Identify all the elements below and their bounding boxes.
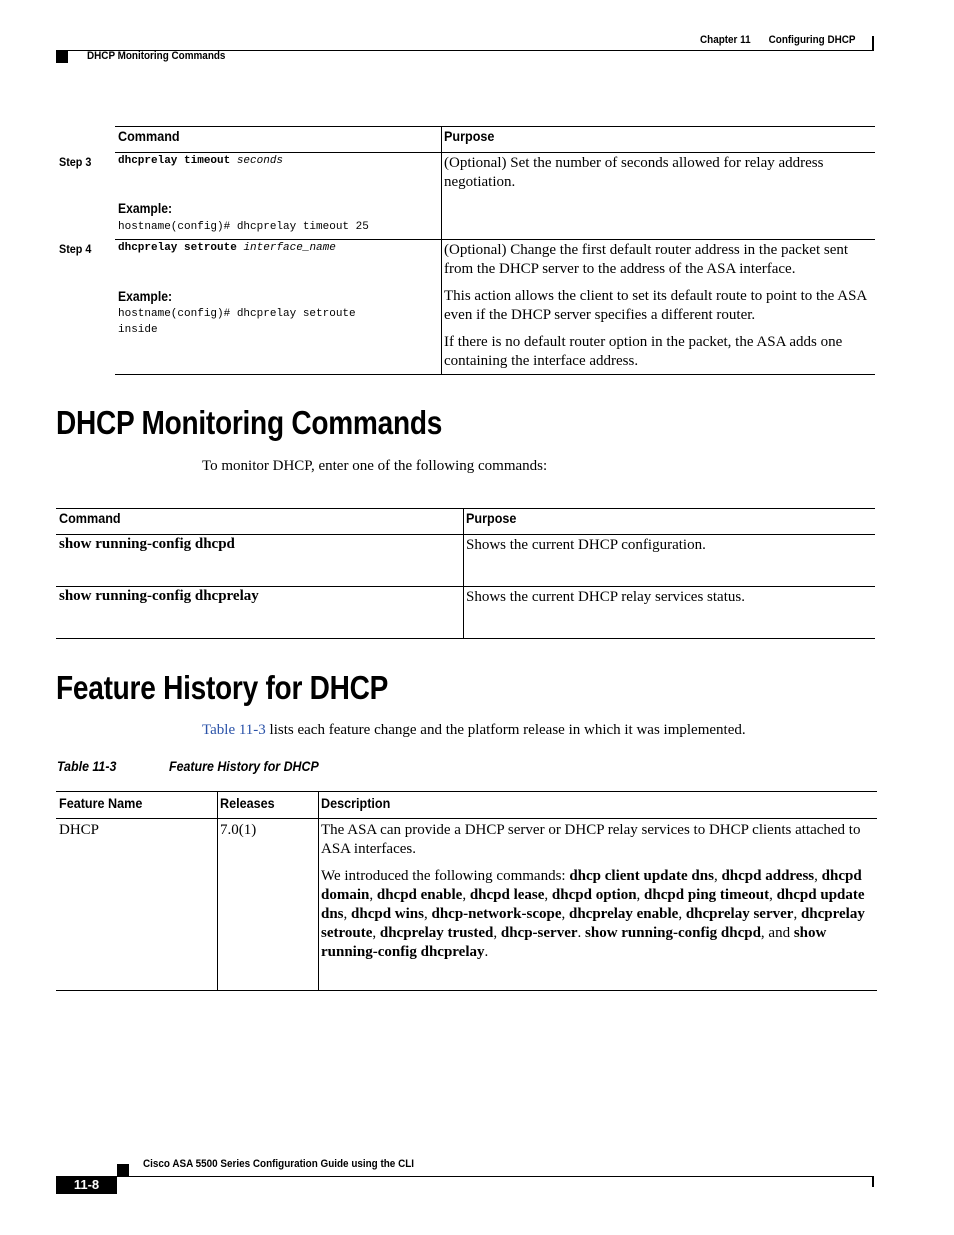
header-bottom-rule bbox=[115, 152, 875, 153]
command-name: dhcprelay server bbox=[685, 906, 794, 922]
row-rule bbox=[56, 586, 875, 587]
step-command bbox=[118, 242, 336, 254]
command-name: dhcpd domain bbox=[321, 868, 862, 903]
monitor-command: show running-config dhcpd bbox=[59, 536, 235, 552]
column-divider bbox=[217, 791, 218, 991]
separator-and: , and bbox=[760, 925, 794, 941]
footer-guide-title: Cisco ASA 5500 Series Configuration Guide using the CLI bbox=[143, 1158, 415, 1170]
end-period: . bbox=[484, 944, 489, 960]
example-label: Example: bbox=[118, 289, 173, 304]
command-name: dhcprelay enable bbox=[569, 906, 679, 922]
example-code: hostname(config)# dhcprelay setroute inside bbox=[118, 308, 356, 336]
table-top-rule bbox=[56, 791, 877, 792]
section-heading-monitoring: DHCP Monitoring Commands bbox=[56, 404, 443, 441]
command-name: dhcp-network-scope bbox=[431, 906, 562, 922]
step-label: Step 4 bbox=[59, 242, 92, 256]
column-divider bbox=[318, 791, 319, 991]
table-caption-number: Table 11-3 bbox=[57, 759, 117, 774]
monitor-purpose: Shows the current DHCP configuration. bbox=[466, 537, 706, 553]
example-code: hostname(config)# dhcprelay timeout 25 bbox=[118, 221, 369, 233]
monitor-purpose: Shows the current DHCP relay services status. bbox=[466, 589, 745, 605]
running-header-section: DHCP Monitoring Commands bbox=[87, 50, 226, 62]
feature-description bbox=[321, 821, 873, 962]
command-keyword: dhcprelay timeout bbox=[118, 155, 231, 167]
command-name: show running-config dhcpd bbox=[585, 925, 761, 941]
header-square-marker bbox=[56, 51, 68, 63]
description-commands: We introduced the following commands: dhcp client update dns, dhcpd address, dhcpd domain, dhcpd enable, dhcpd lease, dhcpd option, dhcpd ping timeout, dhcpd update dns, dhcpd wins, dhcp-network-scope, dhcprelay enable, dhcprelay server, dhcprelay setroute, dhcprelay trusted, dhcp-server. show running-config dhcpd, and show running-config dhcprelay. bbox=[321, 868, 865, 960]
feature-name: DHCP bbox=[59, 822, 100, 838]
command-name: dhcpd update dns bbox=[321, 887, 865, 922]
command-name: dhcpd ping timeout bbox=[644, 887, 770, 903]
command-name: dhcp-server bbox=[500, 925, 578, 941]
command-argument: interface_name bbox=[243, 242, 336, 254]
chapter-title: Configuring DHCP bbox=[768, 34, 856, 46]
table-link[interactable]: Table 11-3 bbox=[202, 722, 266, 738]
col-header-purpose: Purpose bbox=[444, 128, 495, 144]
step-purpose bbox=[444, 154, 869, 192]
column-divider bbox=[463, 508, 464, 638]
purpose-paragraph: (Optional) Set the number of seconds allowed for relay address negotiation. bbox=[444, 155, 824, 190]
command-name: dhcpd address bbox=[721, 868, 815, 884]
table-bottom-rule bbox=[56, 638, 875, 639]
commands-intro: We introduced the following commands: bbox=[321, 868, 570, 884]
table-top-rule bbox=[115, 126, 875, 127]
col-header-purpose: Purpose bbox=[466, 510, 517, 526]
footer-right-bar bbox=[872, 1176, 874, 1187]
command-keyword: dhcprelay setroute bbox=[118, 242, 237, 254]
command-name: show running-config dhcprelay bbox=[321, 925, 827, 960]
feature-release: 7.0(1) bbox=[220, 822, 257, 838]
running-header-chapter bbox=[700, 34, 856, 46]
step-label: Step 3 bbox=[59, 155, 92, 169]
example-label: Example: bbox=[118, 201, 173, 216]
table-bottom-rule bbox=[56, 990, 877, 991]
column-divider bbox=[441, 126, 442, 375]
col-header-command: Command bbox=[59, 510, 121, 526]
table-bottom-rule bbox=[115, 374, 875, 375]
command-name: dhcprelay trusted bbox=[379, 925, 494, 941]
command-name: dhcprelay setroute bbox=[321, 906, 865, 941]
row-rule bbox=[115, 239, 875, 240]
command-name: dhcpd option bbox=[551, 887, 637, 903]
command-name: dhcpd enable bbox=[376, 887, 463, 903]
command-name: dhcp client update dns bbox=[569, 868, 714, 884]
chapter-label: Chapter 11 bbox=[700, 34, 751, 46]
col-header-feature: Feature Name bbox=[59, 795, 143, 811]
step-command bbox=[118, 155, 283, 167]
header-right-bar bbox=[872, 36, 874, 50]
header-bottom-rule bbox=[56, 818, 877, 819]
header-bottom-rule bbox=[56, 534, 875, 535]
monitor-command: show running-config dhcprelay bbox=[59, 588, 259, 604]
command-name: dhcpd wins bbox=[351, 906, 424, 922]
col-header-releases: Releases bbox=[220, 795, 275, 811]
page-number: 11-8 bbox=[56, 1176, 117, 1194]
section-heading-feature-history: Feature History for DHCP bbox=[56, 669, 389, 706]
purpose-paragraph: If there is no default router option in the packet, the ASA adds one containing the interface address. bbox=[444, 334, 843, 369]
step-purpose bbox=[444, 241, 869, 371]
history-intro-text: lists each feature change and the platform release in which it was implemented. bbox=[265, 722, 746, 738]
footer-rule bbox=[56, 1176, 874, 1177]
table-caption-title: Feature History for DHCP bbox=[169, 759, 319, 774]
purpose-paragraph: (Optional) Change the first default router address in the packet sent from the DHCP server to the address of the ASA interface. bbox=[444, 242, 849, 277]
col-header-command: Command bbox=[118, 128, 180, 144]
col-header-description: Description bbox=[321, 795, 391, 811]
command-argument: seconds bbox=[236, 155, 284, 167]
command-name: dhcpd lease bbox=[469, 887, 545, 903]
footer-square-marker bbox=[117, 1164, 129, 1176]
purpose-paragraph: This action allows the client to set its default route to point to the ASA even if the DHCP server specifies a different router. bbox=[444, 288, 867, 323]
table-top-rule bbox=[56, 508, 875, 509]
history-intro bbox=[202, 721, 746, 740]
monitoring-intro: To monitor DHCP, enter one of the following commands: bbox=[202, 458, 548, 474]
description-paragraph: The ASA can provide a DHCP server or DHCP relay services to DHCP clients attached to ASA interfaces. bbox=[321, 822, 861, 857]
